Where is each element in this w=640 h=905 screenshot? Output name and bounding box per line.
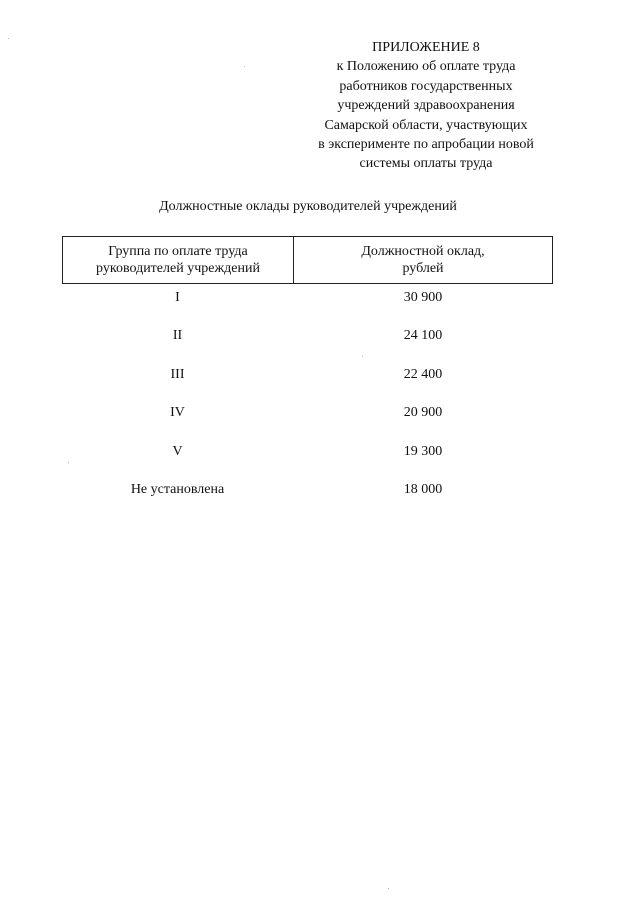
appendix-title: ПРИЛОЖЕНИЕ 8 <box>372 40 480 55</box>
appendix-line: к Положению об оплате труда <box>336 59 516 75</box>
appendix-line: системы оплаты труда <box>359 156 493 172</box>
table-row <box>62 366 553 404</box>
group-cell: IV <box>170 405 185 421</box>
column-header-salary <box>294 237 552 283</box>
group-cell: V <box>172 443 183 459</box>
column-header-group-line2: руководителей учреждений <box>96 261 260 276</box>
table-row <box>62 327 553 365</box>
table-body <box>62 289 553 519</box>
salary-cell: 30 900 <box>403 290 443 305</box>
scan-speck <box>388 888 389 889</box>
scan-speck <box>244 66 245 67</box>
table-header <box>62 236 553 284</box>
table-title: Должностные оклады руководителей учреждений <box>159 199 457 214</box>
appendix-header <box>290 38 562 174</box>
scan-speck <box>8 38 9 39</box>
table-row <box>62 404 553 442</box>
table-row <box>62 289 553 327</box>
salary-cell: 18 000 <box>403 481 443 497</box>
column-header-group <box>63 237 294 283</box>
appendix-line: учреждений здравоохранения <box>337 98 515 114</box>
scan-speck <box>68 462 69 463</box>
appendix-line: работников государственных <box>339 78 513 94</box>
salary-cell: 19 300 <box>403 443 443 459</box>
group-cell: III <box>170 366 185 382</box>
salary-cell: 22 400 <box>403 366 443 382</box>
column-header-group-line1: Группа по оплате труда <box>108 244 248 259</box>
appendix-line: Самарской области, участвующих <box>324 117 528 133</box>
group-cell: Не установлена <box>130 481 225 497</box>
table-row <box>62 443 553 481</box>
column-header-salary-line2: рублей <box>402 261 444 276</box>
group-cell: II <box>172 328 183 344</box>
table-row <box>62 481 553 519</box>
appendix-line: в эксперименте по апробации новой <box>318 137 534 153</box>
salary-cell: 20 900 <box>403 405 443 421</box>
salary-cell: 24 100 <box>403 328 443 344</box>
column-header-salary-line1: Должностной оклад, <box>361 244 485 259</box>
scan-speck <box>362 356 363 357</box>
group-cell: I <box>175 290 180 305</box>
